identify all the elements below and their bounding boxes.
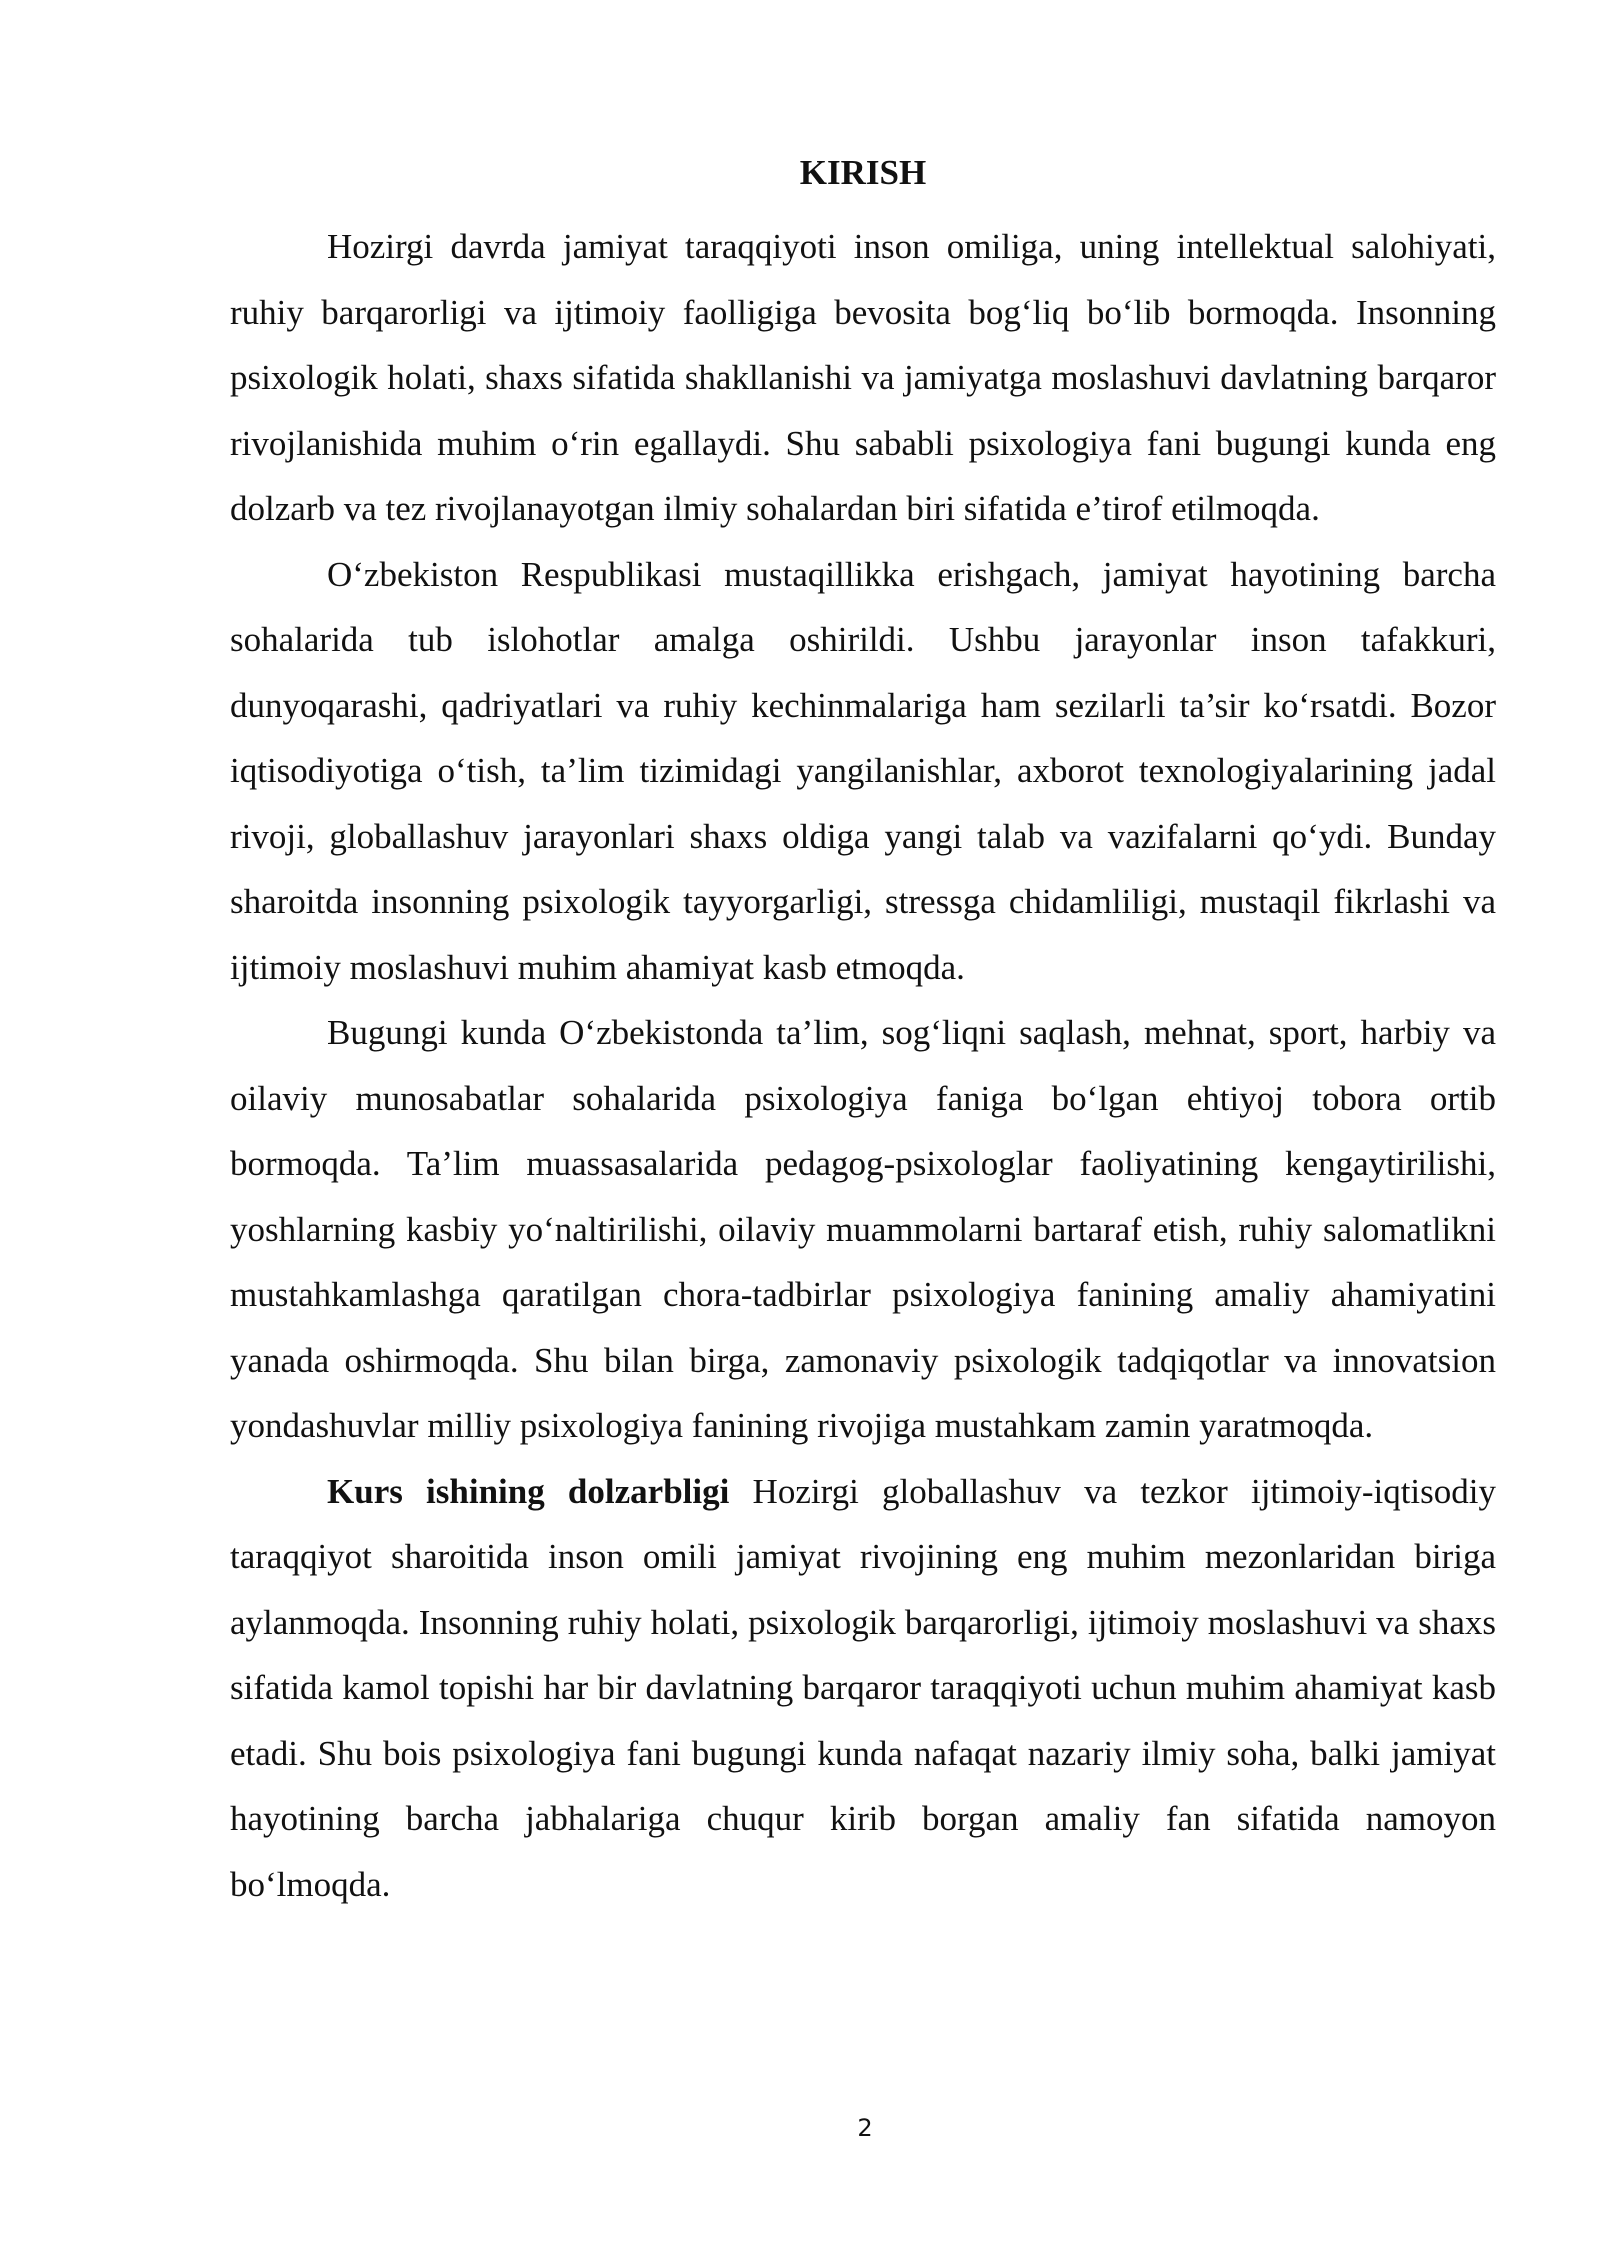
section-heading: KIRISH	[799, 153, 927, 192]
paragraph-4	[230, 1459, 1496, 1918]
page-number: 2	[857, 2114, 873, 2142]
paragraph-text: Bugungi kunda O‘zbekistonda ta’lim, sog‘liqni saqlash, mehnat, sport, harbiy va oilaviy munosabatlar sohalarida psixologiya faniga bo‘lgan ehtiyoj tobora ortib bormoqda. Ta’lim muassasalarida pedagog-psixologlar faoliyatining kengaytirilishi, yoshlarning kasbiy yo‘naltirilishi, oilaviy muammolarni bartaraf etish, ruhiy salomatlikni mustahkamlashga qaratilgan chora-tadbirlar psixologiya fanining amaliy ahamiyatini yanada oshirmoqda. Shu bilan birga, zamonaviy psixologik tadqiqotlar va innovatsion yondashuvlar milliy psixologiya fanining rivojiga mustahkam zamin yaratmoqda.	[230, 1013, 1496, 1445]
paragraph-text: O‘zbekiston Respublikasi mustaqillikka erishgach, jamiyat hayotining barcha sohalarida tub islohotlar amalga oshirildi. Ushbu jarayonlar inson tafakkuri, dunyoqarashi, qadriyatlari va ruhiy kechinmalariga ham sezilarli ta’sir ko‘rsatdi. Bozor iqtisodiyotiga o‘tish, ta’lim tizimidagi yangilanishlar, axborot texnologiyalarining jadal rivoji, globallashuv jarayonlari shaxs oldiga yangi talab va vazifalarni qo‘ydi. Bunday sharoitda insonning psixologik tayyorgarligi, stressga chidamliligi, mustaqil fikrlashi va ijtimoiy moslashuvi muhim ahamiyat kasb etmoqda.	[230, 554, 1496, 987]
paragraph-lead-bold: Kurs ishining dolzarbligi	[327, 1471, 730, 1511]
document-page	[230, 148, 1496, 1917]
paragraph-text: Hozirgi davrda jamiyat taraqqiyoti inson omiliga, uning intellektual salohiyati, ruhiy barqarorligi va ijtimoiy faolligiga bevosita bog‘liq bo‘lib bormoqda. Insonning psixologik holati, shaxs sifatida shakllanishi va jamiyatga moslashuvi davlatning barqaror rivojlanishida muhim o‘rin egallaydi. Shu sababli psixologiya fani bugungi kunda eng dolzarb va tez rivojlanayotgan ilmiy sohalardan biri sifatida e’tirof etilmoqda.	[230, 227, 1496, 528]
paragraph-text: Hozirgi globallashuv va tezkor ijtimoiy-iqtisodiy taraqqiyot sharoitida inson omili jamiyat rivojining eng muhim mezonlaridan biriga aylanmoqda. Insonning ruhiy holati, psixologik barqarorligi, ijtimoiy moslashuvi va shaxs sifatida kamol topishi har bir davlatning barqaror taraqqiyoti uchun muhim ahamiyat kasb etadi. Shu bois psixologiya fani bugungi kunda nafaqat nazariy ilmiy soha, balki jamiyat hayotining barcha jabhalariga chuqur kirib borgan amaliy fan sifatida namoyon bo‘lmoqda.	[230, 1471, 1496, 1904]
paragraph-2	[230, 542, 1496, 1001]
paragraph-3	[230, 1000, 1496, 1459]
paragraph-1	[230, 214, 1496, 542]
